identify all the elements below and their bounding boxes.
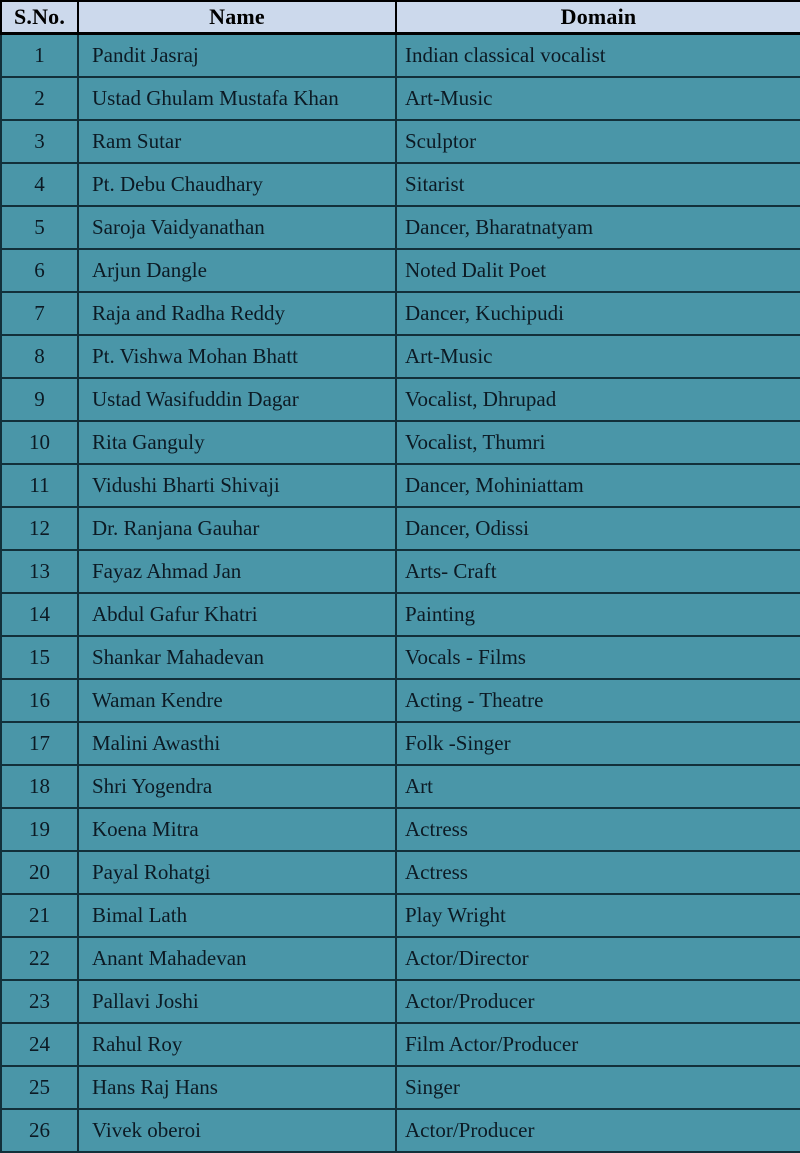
row-name: Ustad Ghulam Mustafa Khan <box>78 77 396 120</box>
row-name: Pt. Debu Chaudhary <box>78 163 396 206</box>
row-domain: Actor/Producer <box>396 980 800 1023</box>
table-row <box>1 507 800 550</box>
row-name: Pallavi Joshi <box>78 980 396 1023</box>
table-row <box>1 1066 800 1109</box>
row-name: Hans Raj Hans <box>78 1066 396 1109</box>
table-row <box>1 292 800 335</box>
row-serial-number: 8 <box>1 335 78 378</box>
row-domain: Dancer, Kuchipudi <box>396 292 800 335</box>
row-domain: Film Actor/Producer <box>396 1023 800 1066</box>
row-name: Anant Mahadevan <box>78 937 396 980</box>
row-name: Fayaz Ahmad Jan <box>78 550 396 593</box>
row-serial-number: 7 <box>1 292 78 335</box>
row-name: Arjun Dangle <box>78 249 396 292</box>
table-body <box>1 34 800 1153</box>
row-name: Pandit Jasraj <box>78 34 396 78</box>
row-serial-number: 19 <box>1 808 78 851</box>
row-domain: Acting - Theatre <box>396 679 800 722</box>
row-domain: Actor/Producer <box>396 1109 800 1152</box>
table-row <box>1 722 800 765</box>
row-name: Abdul Gafur Khatri <box>78 593 396 636</box>
table-row <box>1 1023 800 1066</box>
row-serial-number: 17 <box>1 722 78 765</box>
row-serial-number: 26 <box>1 1109 78 1152</box>
row-domain: Dancer, Mohiniattam <box>396 464 800 507</box>
row-domain: Vocals - Films <box>396 636 800 679</box>
row-name: Saroja Vaidyanathan <box>78 206 396 249</box>
table-row <box>1 980 800 1023</box>
row-name: Waman Kendre <box>78 679 396 722</box>
row-name: Shankar Mahadevan <box>78 636 396 679</box>
table-row <box>1 464 800 507</box>
table-row <box>1 163 800 206</box>
row-name: Bimal Lath <box>78 894 396 937</box>
row-name: Dr. Ranjana Gauhar <box>78 507 396 550</box>
row-serial-number: 13 <box>1 550 78 593</box>
row-domain: Indian classical vocalist <box>396 34 800 78</box>
row-domain: Vocalist, Dhrupad <box>396 378 800 421</box>
row-serial-number: 11 <box>1 464 78 507</box>
column-header-sno: S.No. <box>1 1 78 34</box>
header-row <box>1 1 800 34</box>
table-row <box>1 937 800 980</box>
table-row <box>1 249 800 292</box>
row-domain: Actor/Director <box>396 937 800 980</box>
row-domain: Painting <box>396 593 800 636</box>
table-row <box>1 593 800 636</box>
row-name: Rahul Roy <box>78 1023 396 1066</box>
row-serial-number: 14 <box>1 593 78 636</box>
table-row <box>1 894 800 937</box>
row-serial-number: 18 <box>1 765 78 808</box>
row-domain: Actress <box>396 851 800 894</box>
row-serial-number: 23 <box>1 980 78 1023</box>
row-name: Pt. Vishwa Mohan Bhatt <box>78 335 396 378</box>
row-domain: Sitarist <box>396 163 800 206</box>
table-row <box>1 77 800 120</box>
table-row <box>1 120 800 163</box>
row-serial-number: 9 <box>1 378 78 421</box>
row-serial-number: 2 <box>1 77 78 120</box>
column-header-domain: Domain <box>396 1 800 34</box>
row-name: Shri Yogendra <box>78 765 396 808</box>
row-serial-number: 16 <box>1 679 78 722</box>
row-domain: Art <box>396 765 800 808</box>
row-serial-number: 1 <box>1 34 78 78</box>
row-serial-number: 25 <box>1 1066 78 1109</box>
row-name: Payal Rohatgi <box>78 851 396 894</box>
column-header-name: Name <box>78 1 396 34</box>
row-domain: Noted Dalit Poet <box>396 249 800 292</box>
row-domain: Singer <box>396 1066 800 1109</box>
row-name: Vivek oberoi <box>78 1109 396 1152</box>
row-name: Vidushi Bharti Shivaji <box>78 464 396 507</box>
row-serial-number: 22 <box>1 937 78 980</box>
row-domain: Folk -Singer <box>396 722 800 765</box>
row-domain: Sculptor <box>396 120 800 163</box>
row-name: Rita Ganguly <box>78 421 396 464</box>
row-name: Ram Sutar <box>78 120 396 163</box>
row-name: Koena Mitra <box>78 808 396 851</box>
row-serial-number: 24 <box>1 1023 78 1066</box>
row-name: Ustad Wasifuddin Dagar <box>78 378 396 421</box>
row-domain: Dancer, Bharatnatyam <box>396 206 800 249</box>
row-serial-number: 4 <box>1 163 78 206</box>
row-domain: Dancer, Odissi <box>396 507 800 550</box>
table-row <box>1 765 800 808</box>
table-row <box>1 421 800 464</box>
row-domain: Arts- Craft <box>396 550 800 593</box>
row-domain: Play Wright <box>396 894 800 937</box>
table-row <box>1 1109 800 1152</box>
table-header <box>1 1 800 34</box>
row-serial-number: 5 <box>1 206 78 249</box>
row-domain: Actress <box>396 808 800 851</box>
row-serial-number: 21 <box>1 894 78 937</box>
table-row <box>1 550 800 593</box>
row-serial-number: 3 <box>1 120 78 163</box>
row-domain: Art-Music <box>396 335 800 378</box>
row-serial-number: 12 <box>1 507 78 550</box>
table-row <box>1 851 800 894</box>
row-name: Malini Awasthi <box>78 722 396 765</box>
table-row <box>1 636 800 679</box>
row-domain: Art-Music <box>396 77 800 120</box>
row-serial-number: 20 <box>1 851 78 894</box>
row-serial-number: 10 <box>1 421 78 464</box>
table-row <box>1 808 800 851</box>
table-row <box>1 335 800 378</box>
row-domain: Vocalist, Thumri <box>396 421 800 464</box>
row-serial-number: 6 <box>1 249 78 292</box>
table-row <box>1 34 800 78</box>
row-name: Raja and Radha Reddy <box>78 292 396 335</box>
table-row <box>1 206 800 249</box>
row-serial-number: 15 <box>1 636 78 679</box>
table-row <box>1 679 800 722</box>
table-row <box>1 378 800 421</box>
